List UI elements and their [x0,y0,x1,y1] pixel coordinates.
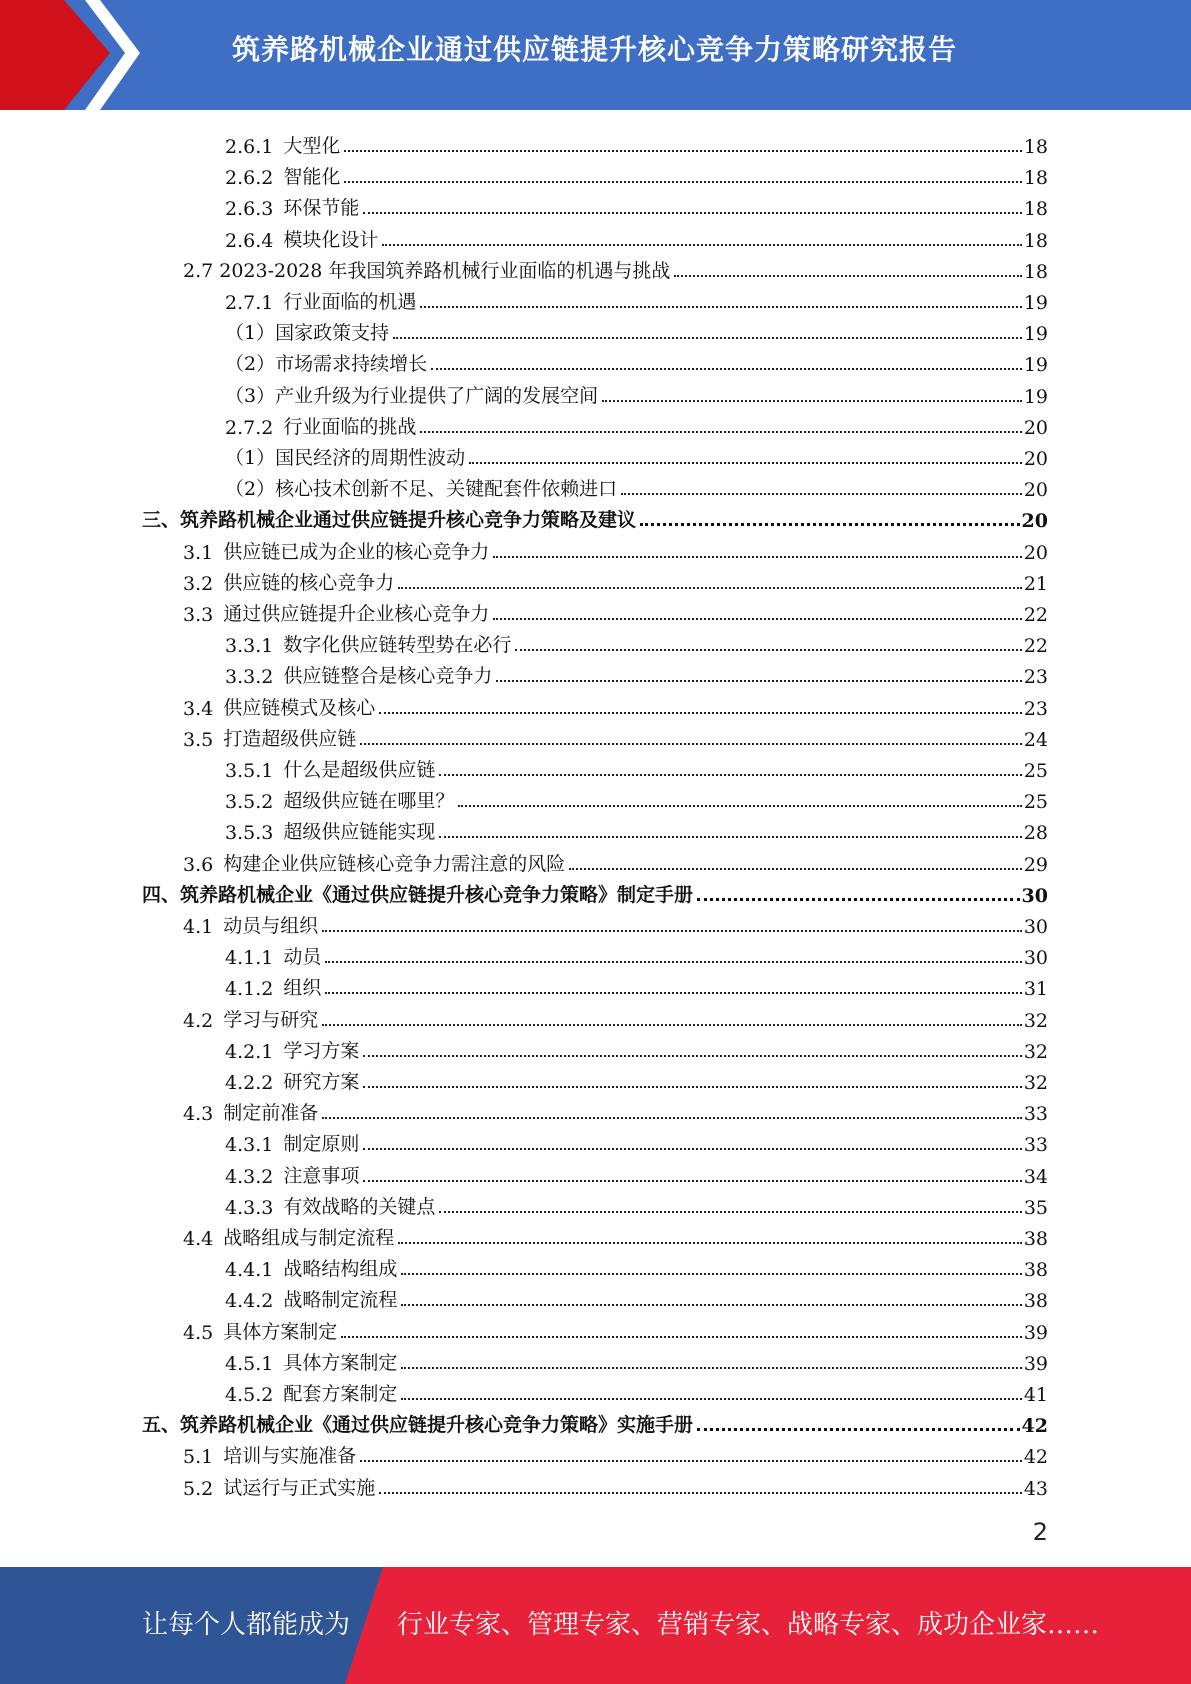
toc-entry-number: 4.3 [183,1103,214,1126]
toc-entry-title: （2）市场需求持续增长 [225,353,428,376]
toc-entry[interactable] [183,564,1048,595]
toc-entry-page: 28 [1023,822,1048,845]
toc-dot-leader [322,930,1022,932]
toc-entry-title: 战略结构组成 [283,1258,398,1281]
toc-entry-title: （3）产业升级为行业提供了广阔的发展空间 [225,384,599,407]
toc-entry-page: 42 [1023,1446,1048,1469]
toc-entry-number: 4.2.1 [225,1040,274,1063]
toc-dot-leader [322,1117,1022,1119]
toc-entry-number: 4.4.2 [225,1290,274,1313]
toc-entry-number: 3.5.3 [225,822,274,845]
toc-dot-leader [493,556,1022,558]
toc-dot-leader [569,868,1022,870]
toc-entry-title: 供应链整合是核心竞争力 [283,665,493,688]
toc-entry-title: 2.7 2023-2028 年我国筑养路机械行业面临的机遇与挑战 [183,259,671,282]
toc-entry[interactable] [225,1032,1048,1063]
toc-entry[interactable] [225,626,1048,657]
toc-entry[interactable] [142,876,1048,907]
toc-entry[interactable] [225,408,1048,439]
toc-entry-number: 4.1 [183,916,214,938]
toc-entry-number: 3.3.1 [225,635,274,658]
toc-entry-page: 42 [1021,1415,1048,1438]
toc-dot-leader [363,1148,1021,1150]
toc-dot-leader [398,1242,1022,1244]
toc-entry[interactable] [183,907,1048,938]
toc-entry-number: 3.5.2 [225,791,274,814]
toc-entry-page: 20 [1021,510,1048,533]
toc-entry-number: 2.6.2 [225,167,274,190]
toc-dot-leader [401,1398,1021,1400]
page-header [0,0,1191,110]
toc-entry[interactable] [225,377,1048,408]
toc-dot-leader [363,1086,1021,1088]
toc-dot-leader [363,1180,1021,1182]
toc-entry[interactable] [183,720,1048,751]
toc-dot-leader [360,1460,1022,1462]
toc-entry-page: 29 [1023,853,1048,876]
toc-entry-number: 2.7.2 [225,416,274,439]
toc-entry-number: 3.5.1 [225,760,274,782]
toc-entry-page: 30 [1023,947,1048,970]
toc-entry-title: 三、筑养路机械企业通过供应链提升核心竞争力策略及建议 [142,509,637,532]
toc-entry-page: 43 [1023,1477,1048,1500]
toc-dot-leader [697,898,1020,901]
toc-entry[interactable] [142,1406,1048,1437]
toc-entry[interactable] [183,595,1048,626]
toc-entry-title: 试运行与正式实施 [223,1476,376,1499]
toc-entry-page: 32 [1023,1072,1048,1094]
toc-entry-title: 组织 [283,977,322,1000]
toc-entry-title: 行业面临的机遇 [283,291,417,313]
toc-dot-leader [458,805,1021,807]
toc-dot-leader [674,275,1021,277]
toc-entry[interactable] [225,1125,1048,1156]
toc-entry-number: 3.3.2 [225,666,274,689]
toc-entry[interactable] [183,845,1048,876]
toc-dot-leader [325,961,1021,963]
toc-entry[interactable] [225,1063,1048,1094]
toc-entry[interactable] [142,501,1048,532]
toc-entry-number: 2.6.1 [225,136,274,158]
toc-dot-leader [401,1273,1021,1275]
toc-entry-page: 22 [1023,604,1048,626]
toc-entry-page: 22 [1023,635,1048,658]
toc-entry-number: 4.5 [183,1321,214,1344]
toc-dot-leader [379,712,1022,714]
toc-entry-number: 2.6.3 [225,198,274,221]
toc-dot-leader [420,306,1021,308]
page-number: 2 [1032,1518,1048,1546]
toc-dot-leader [439,836,1021,838]
toc-entry-page: 18 [1023,198,1048,221]
footer-slogan: 行业专家、管理专家、营销专家、战略专家、成功企业家…… [397,1610,1100,1640]
toc-entry-page: 35 [1023,1196,1048,1219]
toc-entry[interactable] [225,1281,1048,1312]
toc-entry[interactable] [183,689,1048,720]
toc-entry[interactable] [225,1157,1048,1188]
toc-dot-leader [602,400,1022,402]
toc-entry-number: 4.4 [183,1228,214,1250]
toc-entry-page: 38 [1023,1290,1048,1313]
header-arrow-accent [0,0,160,110]
toc-dot-leader [401,1367,1021,1369]
toc-entry-page: 19 [1023,385,1048,408]
toc-entry-number: 4.3.3 [225,1196,274,1219]
toc-entry-page: 19 [1023,292,1048,314]
toc-entry[interactable] [225,1188,1048,1219]
toc-entry-page: 18 [1023,167,1048,190]
footer-lead-text: 让每个人都能成为 [142,1610,351,1640]
toc-entry-title: 培训与实施准备 [223,1445,357,1468]
toc-entry-number: 5.1 [183,1446,214,1469]
toc-entry-title: 模块化设计 [283,228,379,251]
toc-dot-leader [420,431,1021,433]
toc-entry[interactable] [225,345,1048,376]
toc-entry-title: 战略组成与制定流程 [223,1227,395,1249]
toc-entry-number: 4.5.2 [225,1384,274,1406]
toc-entry-title: 供应链已成为企业的核心竞争力 [223,540,490,563]
toc-entry-number: 3.2 [183,572,214,595]
toc-entry-title: 智能化 [283,166,341,189]
toc-entry-title: 有效战略的关键点 [283,1195,436,1218]
toc-entry-title: 学习方案 [283,1039,360,1062]
toc-dot-leader [344,150,1021,152]
toc-entry-title: （2）核心技术创新不足、关键配套件依赖进口 [225,478,618,501]
toc-entry-title: 大型化 [283,135,341,157]
toc-entry-title: 动员 [283,946,322,969]
toc-entry[interactable] [225,127,1048,158]
toc-entry-number: 4.5.1 [225,1352,274,1375]
toc-entry-title: 行业面临的挑战 [283,415,417,438]
toc-dot-leader [322,1024,1022,1026]
toc-entry-page: 33 [1023,1134,1048,1157]
toc-entry-title: （1）国民经济的周期性波动 [225,447,466,469]
toc-entry[interactable] [225,283,1048,314]
toc-entry[interactable] [225,813,1048,844]
toc-entry-page: 19 [1023,323,1048,346]
toc-entry[interactable] [225,221,1048,252]
toc-entry-number: 4.3.1 [225,1134,274,1157]
toc-entry[interactable] [225,751,1048,782]
toc-entry-title: 注意事项 [283,1164,360,1187]
toc-dot-leader [640,523,1020,526]
toc-entry-page: 38 [1023,1259,1048,1282]
toc-entry-page: 20 [1023,541,1048,564]
report-title: 筑养路机械企业通过供应链提升核心竞争力策略研究报告 [232,33,958,66]
toc-dot-leader [363,1055,1021,1057]
toc-entry-page: 20 [1023,416,1048,439]
toc-entry-page: 33 [1023,1103,1048,1126]
toc-entry[interactable] [225,1375,1048,1406]
toc-entry-page: 21 [1023,572,1048,595]
toc-entry[interactable] [183,1469,1048,1500]
toc-entry-title: 超级供应链能实现 [283,821,436,844]
toc-entry-title: 战略制定流程 [283,1289,398,1312]
toc-dot-leader [401,1304,1021,1306]
toc-entry-number: 3.3 [183,604,214,626]
toc-dot-leader [697,1428,1020,1431]
toc-entry[interactable] [183,1313,1048,1344]
toc-entry-title: 具体方案制定 [223,1320,338,1343]
toc-entry-page: 25 [1023,791,1048,814]
toc-dot-leader [431,368,1022,370]
toc-entry-page: 31 [1023,978,1048,1001]
toc-entry[interactable] [225,938,1048,969]
toc-entry-number: 5.2 [183,1477,214,1500]
toc-entry[interactable] [183,1437,1048,1468]
toc-dot-leader [496,680,1021,682]
toc-entry-title: 供应链模式及核心 [223,696,376,719]
toc-dot-leader [439,1211,1021,1213]
toc-dot-leader [341,1336,1022,1338]
toc-entry-title: 供应链的核心竞争力 [223,571,395,594]
toc-entry-title: 四、筑养路机械企业《通过供应链提升核心竞争力策略》制定手册 [142,883,694,906]
toc-entry-title: 制定原则 [283,1133,360,1156]
toc-entry-number: 2.6.4 [225,229,274,252]
toc-entry-number: 3.5 [183,728,214,751]
toc-entry-page: 18 [1023,229,1048,252]
toc-entry-page: 23 [1023,697,1048,720]
toc-entry[interactable] [183,1219,1048,1250]
toc-dot-leader [363,212,1021,214]
toc-entry[interactable] [183,533,1048,564]
toc-entry-page: 32 [1023,1009,1048,1032]
toc-entry[interactable] [183,1094,1048,1125]
toc-entry-title: 打造超级供应链 [223,727,357,750]
toc-entry-title: 学习与研究 [223,1008,319,1031]
toc-entry[interactable] [225,969,1048,1000]
toc-entry-title: 配套方案制定 [283,1383,398,1405]
toc-dot-leader [382,244,1021,246]
toc-dot-leader [469,462,1022,464]
toc-entry-number: 4.4.1 [225,1259,274,1282]
toc-entry-page: 24 [1023,728,1048,751]
toc-entry-page: 23 [1023,666,1048,689]
toc-entry-title: 制定前准备 [223,1102,319,1125]
toc-entry-number: 4.2.2 [225,1072,274,1094]
toc-entry-page: 38 [1023,1228,1048,1250]
toc-entry-page: 25 [1023,760,1048,782]
toc-entry-title: （1）国家政策支持 [225,322,390,345]
toc-entry-page: 34 [1023,1165,1048,1188]
toc-entry[interactable] [225,782,1048,813]
toc-entry-page: 20 [1023,479,1048,502]
toc-entry-title: 构建企业供应链核心竞争力需注意的风险 [223,852,566,875]
toc-entry[interactable] [183,1001,1048,1032]
toc-entry[interactable] [225,158,1048,189]
toc-dot-leader [379,1492,1022,1494]
toc-entry-number: 4.3.2 [225,1165,274,1188]
toc-entry-title: 具体方案制定 [283,1351,398,1374]
toc-entry-page: 18 [1023,136,1048,158]
toc-dot-leader [515,649,1021,651]
toc-entry[interactable] [225,314,1048,345]
toc-dot-leader [344,181,1021,183]
toc-entry[interactable] [225,657,1048,688]
toc-entry-number: 3.6 [183,853,214,876]
toc-entry-page: 39 [1023,1352,1048,1375]
toc-dot-leader [325,992,1021,994]
toc-entry-title: 动员与组织 [223,915,319,937]
toc-entry-title: 研究方案 [283,1071,360,1093]
toc-entry-number: 3.4 [183,697,214,720]
toc-entry-page: 41 [1023,1384,1048,1406]
toc-entry[interactable] [225,189,1048,220]
toc-entry-page: 20 [1023,448,1048,470]
toc-entry-title: 什么是超级供应链 [283,759,436,781]
toc-entry[interactable] [225,1344,1048,1375]
page-footer [0,1567,1191,1684]
toc-entry-number: 4.2 [183,1009,214,1032]
toc-entry[interactable] [225,470,1048,501]
toc-entry-title: 五、筑养路机械企业《通过供应链提升核心竞争力策略》实施手册 [142,1414,694,1437]
toc-entry-page: 32 [1023,1040,1048,1063]
toc-dot-leader [621,493,1022,495]
toc-entry-page: 30 [1023,916,1048,938]
toc-dot-leader [398,587,1022,589]
toc-dot-leader [439,774,1021,776]
toc-entry-number: 4.1.1 [225,947,274,970]
toc-entry[interactable] [183,252,1048,283]
toc-entry-number: 3.1 [183,541,214,564]
toc-entry-title: 环保节能 [283,197,360,220]
toc-entry-page: 19 [1023,354,1048,377]
toc-entry-title: 通过供应链提升企业核心竞争力 [223,603,490,625]
toc-entry-number: 2.7.1 [225,292,274,314]
toc-entry[interactable] [225,1250,1048,1281]
toc-entry-page: 39 [1023,1321,1048,1344]
toc-dot-leader [360,743,1022,745]
toc-entry-title: 数字化供应链转型势在必行 [283,634,512,657]
toc-dot-leader [393,337,1022,339]
toc-entry-title: 超级供应链在哪里？ [283,790,455,813]
toc-entry-page: 18 [1023,260,1048,283]
toc-entry[interactable] [225,439,1048,470]
toc-entry-page: 30 [1021,884,1048,907]
toc-dot-leader [493,618,1022,620]
toc-entry-number: 4.1.2 [225,978,274,1001]
